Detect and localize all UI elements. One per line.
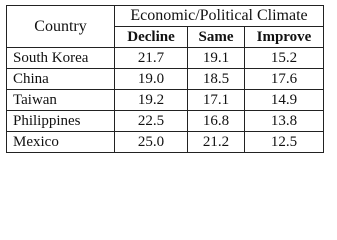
improve-column-header: Improve bbox=[245, 27, 324, 48]
same-column-header: Same bbox=[188, 27, 245, 48]
improve-value-cell: 15.2 bbox=[245, 48, 324, 69]
improve-value-cell: 13.8 bbox=[245, 111, 324, 132]
same-value-cell: 17.1 bbox=[188, 90, 245, 111]
country-cell: Taiwan bbox=[7, 90, 115, 111]
table-row bbox=[7, 90, 324, 111]
improve-value-cell: 17.6 bbox=[245, 69, 324, 90]
data-table-container bbox=[6, 5, 324, 153]
decline-value-cell: 19.0 bbox=[115, 69, 188, 90]
table-row bbox=[7, 132, 324, 153]
header-row-top bbox=[7, 6, 324, 27]
same-value-cell: 19.1 bbox=[188, 48, 245, 69]
table-row bbox=[7, 69, 324, 90]
decline-value-cell: 25.0 bbox=[115, 132, 188, 153]
improve-value-cell: 12.5 bbox=[245, 132, 324, 153]
same-value-cell: 16.8 bbox=[188, 111, 245, 132]
country-column-header: Country bbox=[7, 6, 115, 48]
table-row bbox=[7, 48, 324, 69]
country-cell: China bbox=[7, 69, 115, 90]
table-row bbox=[7, 111, 324, 132]
decline-value-cell: 22.5 bbox=[115, 111, 188, 132]
economic-climate-table bbox=[6, 5, 324, 153]
country-cell: Philippines bbox=[7, 111, 115, 132]
decline-value-cell: 21.7 bbox=[115, 48, 188, 69]
country-cell: Mexico bbox=[7, 132, 115, 153]
country-cell: South Korea bbox=[7, 48, 115, 69]
decline-value-cell: 19.2 bbox=[115, 90, 188, 111]
same-value-cell: 21.2 bbox=[188, 132, 245, 153]
economic-political-climate-header: Economic/Political Climate bbox=[115, 6, 324, 27]
decline-column-header: Decline bbox=[115, 27, 188, 48]
improve-value-cell: 14.9 bbox=[245, 90, 324, 111]
same-value-cell: 18.5 bbox=[188, 69, 245, 90]
